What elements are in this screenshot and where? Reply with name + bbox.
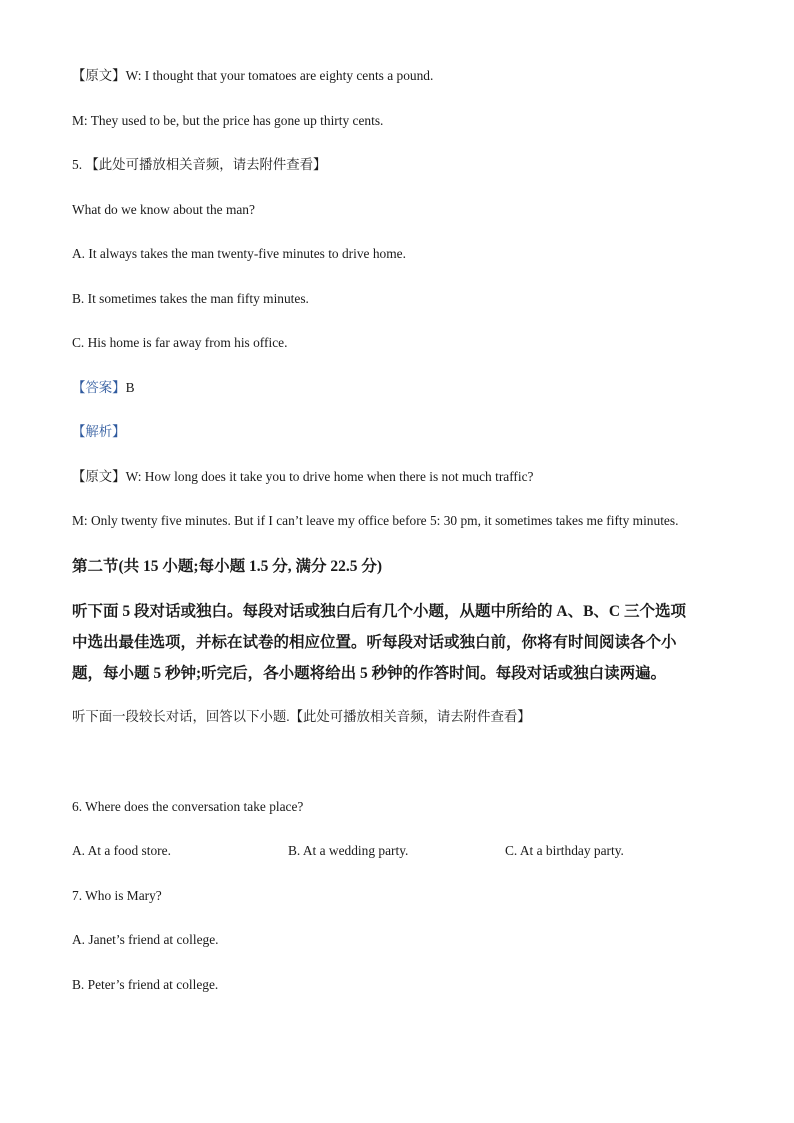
answer-line: [72, 380, 135, 396]
option-a: A. Janet’s friend at college.: [72, 932, 219, 947]
answer-tag: 【答案】: [72, 380, 126, 395]
question-5-header: [72, 157, 326, 173]
instruction-line-1: 听下面 5 段对话或独白。每段对话或独白后有几个小题，从题中所给的 A、B、C 三个选项: [72, 603, 686, 620]
dialogue-woman: W: How long does it take you to drive home when there is not much traffic?: [125, 469, 534, 484]
option-b: B. It sometimes takes the man fifty minutes.: [72, 291, 309, 306]
original-text-line: [72, 469, 534, 485]
question-number: 5.: [72, 157, 83, 172]
section-heading: 第二节(共 15 小题;每小题 1.5 分, 满分 22.5 分): [72, 558, 382, 575]
audio-note: 【此处可播放相关音频，请去附件查看】: [85, 157, 327, 172]
analysis-tag: 【解析】: [72, 424, 126, 439]
dialogue-woman: W: I thought that your tomatoes are eighty cents a pound.: [125, 68, 434, 83]
instruction-line-3: 题，每小题 5 秒钟;听完后，各小题将给出 5 秒钟的作答时间。每段对话或独白读两遍。: [72, 665, 667, 682]
original-tag: 【原文】: [72, 68, 126, 83]
option-c: C. His home is far away from his office.: [72, 335, 288, 350]
original-tag: 【原文】: [72, 469, 126, 484]
dialogue-man: M: They used to be, but the price has gone up thirty cents.: [72, 113, 384, 128]
option-a: A. It always takes the man twenty-five minutes to drive home.: [72, 246, 406, 261]
option-b: B. At a wedding party.: [288, 843, 409, 858]
instruction-line-2: 中选出最佳选项，并标在试卷的相应位置。听每段对话或独白前，你将有时间阅读各个小: [72, 634, 677, 651]
question-6-text: 6. Where does the conversation take place?: [72, 799, 304, 814]
option-a: A. At a food store.: [72, 843, 171, 858]
answer-value: B: [125, 380, 135, 395]
dialog-intro: 听下面一段较长对话，回答以下小题.【此处可播放相关音频，请去附件查看】: [72, 709, 531, 724]
original-text-line: [72, 68, 433, 84]
dialogue-man: M: Only twenty five minutes. But if I can’t leave my office before 5: 30 pm, it sometimes takes me fifty minutes.: [72, 513, 679, 528]
question-5-text: What do we know about the man?: [72, 202, 255, 217]
question-7-text: 7. Who is Mary?: [72, 888, 162, 903]
option-b: B. Peter’s friend at college.: [72, 977, 219, 992]
option-c: C. At a birthday party.: [505, 843, 624, 858]
